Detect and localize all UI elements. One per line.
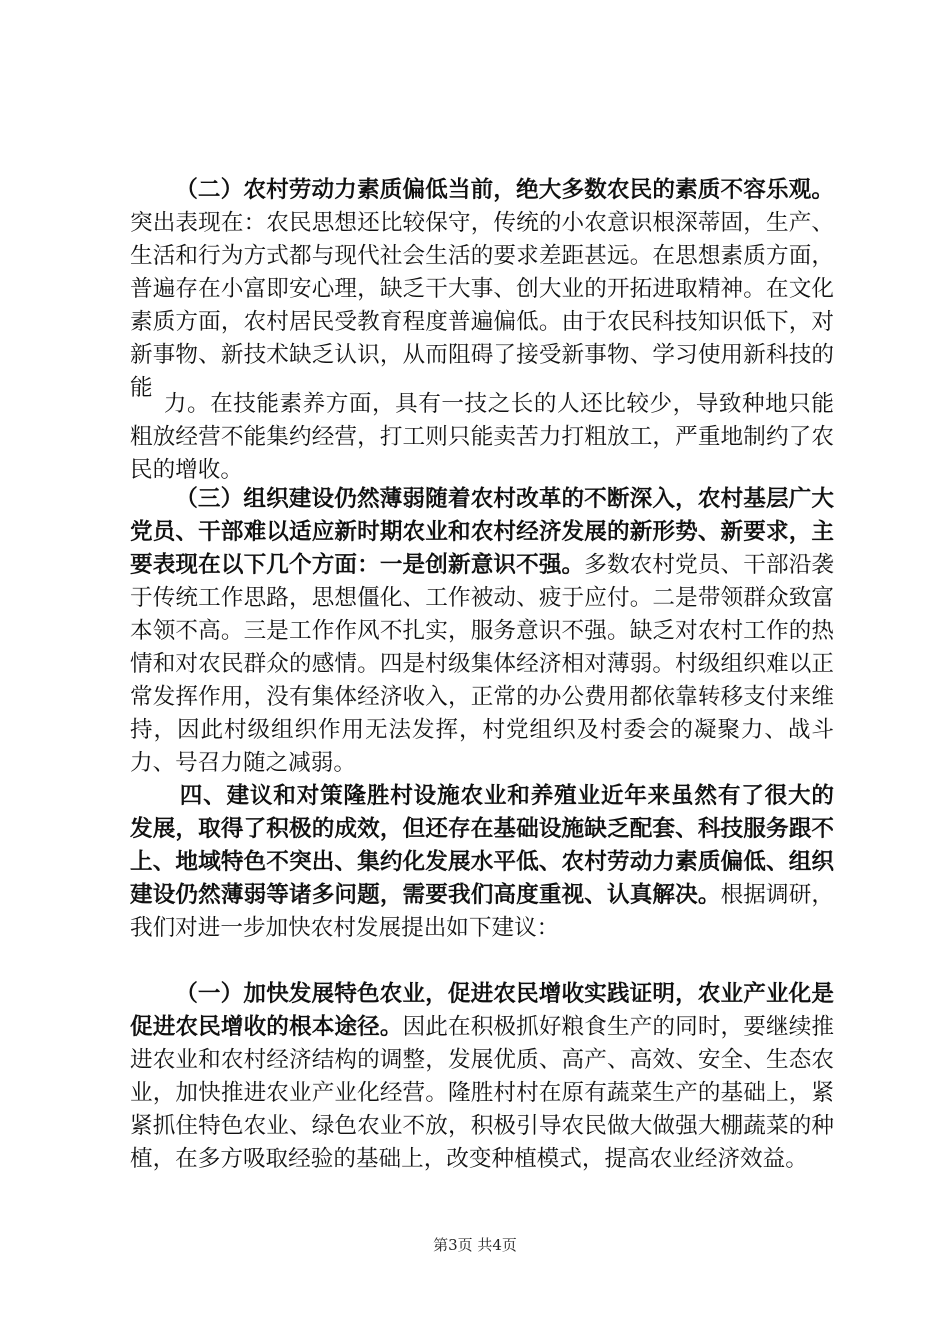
paragraph-body: 根据调研，我们对进一步加快农村发展提出如下建议： — [130, 882, 835, 941]
paragraph-heading: （三）组织建设仍然薄弱随着农村改革的不断深入，农村基层广大党员、干部难以适应新时期农业和农村经济发展的新形势、新要求，主要表现在以下几个方面：一是创新意识不强。 — [130, 486, 834, 578]
paragraph-2-continued — [130, 388, 834, 487]
paragraph-body: 多数农村党员、干部沿袭于传统工作思路，思想僵化、工作被动、疲于应付。二是带领群众致富本领不高。三是工作作风不扎实，服务意识不强。缺乏对农村工作的热情和对农民群众的感情。四是村级集体经济相对薄弱。村级组织难以正常发挥作用，没有集体经济收入，正常的办公费用都依靠转移支付来维持，因此村级组织作用无法发挥，村党组织及村委会的凝聚力、战斗力、号召力随之减弱。 — [130, 552, 835, 776]
paragraph-2-labor-quality — [130, 174, 834, 405]
paragraph-3-organization — [130, 483, 834, 780]
paragraph-body: 突出表现在：农民思想还比较保守，传统的小农意识根深蒂固，生产、生活和行为方式都与现代社会生活的要求差距甚远。在思想素质方面，普遍存在小富即安心理，缺乏干大事、创大业的开拓进取精神。在文化素质方面，农村居民受教育程度普遍偏低。由于农民科技知识低下，对新事物、新技术缺乏认识，从而阻碍了接受新事物、学习使用新科技的能 — [130, 210, 834, 401]
paragraph-4-suggestions — [130, 780, 834, 945]
paragraph-heading: （一）加快发展特色农业，促进农民增收实践证明，农业产业化是促进农民增收的根本途径。 — [130, 981, 834, 1040]
page-number-footer: 第3页 共4页 — [433, 1236, 517, 1254]
paragraph-1-specialty-agriculture — [130, 978, 834, 1176]
paragraph-heading: （二）农村劳动力素质偏低当前，绝大多数农民的素质不容乐观。 — [175, 177, 834, 203]
section-heading: 四、建议和对策隆胜村设施农业和养殖业近年来虽然有了很大的发展，取得了积极的成效，但还存在基础设施缺乏配套、科技服务跟不上、地域特色不突出、集约化发展水平低、农村劳动力素质偏低、组织建设仍然薄弱等诸多问题，需要我们高度重视、认真解决。 — [130, 783, 834, 908]
paragraph-body: 力。在技能素养方面，具有一技之长的人还比较少，导致种地只能粗放经营不能集约经营，打工则只能卖苦力打粗放工，严重地制约了农民的增收。 — [130, 391, 834, 483]
paragraph-body: 因此在积极抓好粮食生产的同时，要继续推进农业和农村经济结构的调整，发展优质、高产、高效、安全、生态农业，加快推进农业产业化经营。隆胜村村在原有蔬菜生产的基础上，紧紧抓住特色农业、绿色农业不放，积极引导农民做大做强大棚蔬菜的种植，在多方吸取经验的基础上，改变种植模式，提高农业经济效益。 — [130, 1014, 834, 1172]
